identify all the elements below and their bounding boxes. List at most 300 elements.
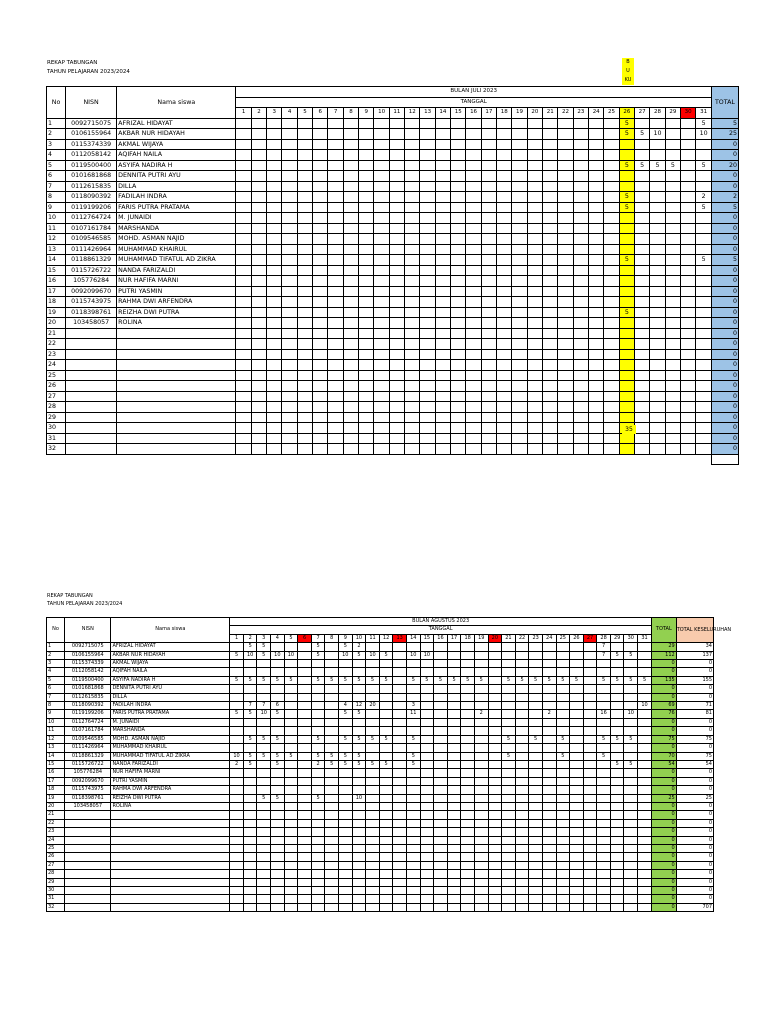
table-row: [47, 702, 714, 710]
day-header: 16: [434, 634, 448, 642]
day-cell: [543, 160, 558, 171]
day-cell: [420, 777, 434, 785]
day-cell: [488, 895, 502, 903]
day-cell: [406, 668, 420, 676]
day-cell: [434, 693, 448, 701]
day-cell: [665, 234, 680, 245]
day-cell: [251, 318, 266, 329]
day-cell: [343, 255, 358, 266]
day-cell: [366, 819, 380, 827]
day-cell: [267, 160, 282, 171]
day-cell: [573, 139, 588, 150]
day-cell: [435, 192, 450, 203]
day-cell: [420, 118, 435, 129]
day-cell: [359, 276, 374, 287]
day-cell: [650, 139, 665, 150]
day-cell: [451, 171, 466, 182]
day-cell: [447, 735, 461, 743]
day-cell: [243, 769, 257, 777]
day-cell: [556, 853, 570, 861]
column-header-nama: Nama siswa: [117, 87, 236, 119]
day-cell: [681, 297, 696, 308]
day-cell: [343, 360, 358, 371]
day-cell: [570, 651, 584, 659]
row-nama: AQIFAH NAILA: [117, 150, 236, 161]
day-cell: [236, 307, 251, 318]
day-cell: [570, 853, 584, 861]
sheet1-year: TAHUN PELAJARAN 2023/2024: [47, 69, 130, 75]
day-cell: [405, 360, 420, 371]
day-cell: [529, 878, 543, 886]
day-cell: [447, 802, 461, 810]
day-cell: [339, 887, 353, 895]
day-cell: [420, 381, 435, 392]
day-cell: [379, 794, 393, 802]
day-cell: [529, 836, 543, 844]
day-cell: [466, 213, 481, 224]
row-nama: MUHAMMAD TIFATUL AD ZIKRA: [117, 255, 236, 266]
day-cell: [282, 129, 297, 140]
day-cell: [589, 360, 604, 371]
row-no: 9: [47, 710, 65, 718]
day-cell: [665, 444, 680, 455]
day-cell: [243, 660, 257, 668]
row-nisn: 0109546585: [66, 234, 117, 245]
day-cell: [573, 223, 588, 234]
day-cell: [359, 171, 374, 182]
day-cell: [298, 844, 312, 852]
day-cell: [374, 234, 389, 245]
day-cell: [488, 718, 502, 726]
day-cell: [257, 660, 271, 668]
day-cell: [297, 412, 312, 423]
day-cell: [298, 718, 312, 726]
day-cell: 5: [570, 676, 584, 684]
day-cell: [379, 668, 393, 676]
day-cell: [325, 693, 339, 701]
day-cell: [230, 643, 244, 651]
day-cell: [282, 255, 297, 266]
row-total: 0: [652, 853, 677, 861]
day-cell: [515, 777, 529, 785]
day-cell: [488, 811, 502, 819]
day-cell: [597, 870, 611, 878]
day-cell: [297, 213, 312, 224]
day-cell: [502, 844, 516, 852]
day-cell: [650, 181, 665, 192]
day-header: 23: [529, 634, 543, 642]
table-row: [47, 811, 714, 819]
day-cell: [406, 744, 420, 752]
row-no: 26: [47, 853, 65, 861]
day-cell: [635, 370, 650, 381]
day-cell: [589, 286, 604, 297]
row-nisn: 0101681868: [66, 171, 117, 182]
day-cell: [624, 794, 638, 802]
row-nama: DILLA: [111, 693, 230, 701]
day-cell: [488, 878, 502, 886]
row-total-keseluruhan: 0: [676, 668, 713, 676]
row-nisn: 0109546585: [65, 735, 111, 743]
row-nisn: [66, 360, 117, 371]
day-cell: [243, 844, 257, 852]
day-cell: [297, 276, 312, 287]
day-cell: [251, 265, 266, 276]
day-cell: [251, 391, 266, 402]
day-cell: 5: [243, 676, 257, 684]
day-cell: [681, 433, 696, 444]
day-cell: [230, 819, 244, 827]
day-cell: [624, 769, 638, 777]
day-cell: [267, 139, 282, 150]
day-cell: [558, 370, 573, 381]
day-cell: [624, 693, 638, 701]
row-nisn: 0115374339: [65, 660, 111, 668]
day-cell: [243, 895, 257, 903]
day-cell: [529, 651, 543, 659]
day-cell: [406, 660, 420, 668]
day-cell: 5: [271, 752, 285, 760]
day-cell: [236, 444, 251, 455]
row-nama: [117, 381, 236, 392]
day-cell: 5: [352, 752, 366, 760]
day-cell: [573, 423, 588, 434]
day-cell: [466, 171, 481, 182]
row-no: 1: [47, 643, 65, 651]
day-cell: [366, 643, 380, 651]
day-cell: [542, 769, 556, 777]
table-row: [47, 836, 714, 844]
table-row: [47, 710, 714, 718]
row-total: 0: [711, 171, 738, 182]
day-cell: [393, 786, 407, 794]
day-cell: [328, 328, 343, 339]
day-cell: [515, 752, 529, 760]
day-cell: [311, 693, 325, 701]
day-cell: [374, 171, 389, 182]
day-cell: [474, 895, 488, 903]
row-nama: FARIS PUTRA PRATAMA: [117, 202, 236, 213]
day-cell: [542, 819, 556, 827]
table-row: [47, 735, 714, 743]
row-nisn: 0101681868: [65, 685, 111, 693]
day-cell: [583, 660, 597, 668]
day-cell: [366, 660, 380, 668]
day-cell: [488, 702, 502, 710]
day-cell: [635, 139, 650, 150]
day-cell: [558, 286, 573, 297]
day-header: 11: [389, 108, 404, 119]
day-cell: [512, 244, 527, 255]
day-cell: [298, 777, 312, 785]
row-total-keseluruhan: 0: [676, 786, 713, 794]
day-cell: [573, 402, 588, 413]
day-cell: [573, 150, 588, 161]
day-cell: [461, 828, 475, 836]
row-total-keseluruhan: 0: [676, 744, 713, 752]
day-cell: 20: [366, 702, 380, 710]
day-cell: [481, 402, 496, 413]
day-cell: [665, 423, 680, 434]
day-cell: [298, 693, 312, 701]
day-cell: [267, 370, 282, 381]
day-cell: [488, 887, 502, 895]
day-cell: [393, 760, 407, 768]
day-cell: [339, 878, 353, 886]
day-cell: [604, 318, 619, 329]
day-cell: [447, 752, 461, 760]
day-cell: [502, 718, 516, 726]
day-cell: [650, 381, 665, 392]
day-cell: [610, 786, 624, 794]
day-cell: [638, 735, 652, 743]
day-cell: 7: [257, 702, 271, 710]
row-total: 75: [652, 735, 677, 743]
day-cell: [243, 693, 257, 701]
day-cell: [297, 318, 312, 329]
day-cell: [284, 794, 298, 802]
day-cell: [257, 769, 271, 777]
row-nisn: 0119199206: [66, 202, 117, 213]
day-cell: [447, 786, 461, 794]
day-cell: [230, 878, 244, 886]
row-total-keseluruhan: 0: [676, 887, 713, 895]
day-cell: [650, 402, 665, 413]
row-no: 11: [47, 727, 65, 735]
day-cell: [597, 861, 611, 869]
day-cell: [635, 412, 650, 423]
day-cell: [267, 192, 282, 203]
day-cell: [374, 139, 389, 150]
day-cell: [379, 727, 393, 735]
day-cell: [665, 202, 680, 213]
row-no: 18: [47, 786, 65, 794]
day-cell: [282, 360, 297, 371]
table-row: [47, 265, 739, 276]
day-cell: [366, 811, 380, 819]
day-cell: [589, 118, 604, 129]
day-cell: [267, 150, 282, 161]
day-cell: [325, 870, 339, 878]
day-cell: 5: [271, 735, 285, 743]
day-cell: [502, 878, 516, 886]
day-cell: [542, 903, 556, 911]
day-cell: [624, 903, 638, 911]
row-nisn: 103458057: [65, 802, 111, 810]
day-cell: [481, 444, 496, 455]
day-cell: [271, 861, 285, 869]
day-cell: [570, 811, 584, 819]
row-total: 0: [711, 139, 738, 150]
day-cell: [405, 150, 420, 161]
table-row: [47, 444, 739, 455]
day-cell: [515, 853, 529, 861]
day-cell: [236, 433, 251, 444]
day-cell: [434, 887, 448, 895]
day-cell: [502, 853, 516, 861]
day-cell: 10: [271, 651, 285, 659]
sheet1-buku-label: [622, 58, 634, 85]
row-total: 0: [652, 718, 677, 726]
day-cell: [638, 668, 652, 676]
day-cell: [230, 660, 244, 668]
day-cell: 5: [619, 160, 634, 171]
day-cell: [635, 444, 650, 455]
day-cell: [474, 651, 488, 659]
row-no: 21: [47, 328, 66, 339]
day-cell: [542, 693, 556, 701]
day-cell: [379, 777, 393, 785]
day-cell: [665, 223, 680, 234]
day-cell: [379, 861, 393, 869]
day-header: 18: [497, 108, 512, 119]
day-cell: [405, 265, 420, 276]
day-cell: [542, 760, 556, 768]
day-cell: [638, 887, 652, 895]
day-cell: [461, 887, 475, 895]
day-cell: [589, 265, 604, 276]
row-nisn: 105776284: [66, 276, 117, 287]
day-cell: [527, 391, 542, 402]
day-cell: [230, 744, 244, 752]
day-cell: [573, 318, 588, 329]
day-cell: [374, 181, 389, 192]
day-cell: [481, 160, 496, 171]
day-cell: [466, 150, 481, 161]
day-cell: [461, 710, 475, 718]
day-cell: [434, 828, 448, 836]
day-cell: 10: [284, 651, 298, 659]
day-cell: [583, 752, 597, 760]
day-cell: [267, 360, 282, 371]
day-cell: [556, 685, 570, 693]
day-cell: [451, 286, 466, 297]
day-cell: [393, 887, 407, 895]
day-cell: 5: [230, 710, 244, 718]
day-cell: [243, 828, 257, 836]
day-cell: [638, 769, 652, 777]
day-cell: [466, 223, 481, 234]
day-cell: [297, 244, 312, 255]
day-cell: [461, 651, 475, 659]
day-cell: [352, 887, 366, 895]
table-row: [47, 433, 739, 444]
day-cell: [251, 307, 266, 318]
day-cell: [696, 213, 712, 224]
day-cell: [420, 710, 434, 718]
day-cell: [610, 702, 624, 710]
day-cell: [573, 412, 588, 423]
day-cell: [543, 192, 558, 203]
day-cell: [515, 685, 529, 693]
day-cell: [573, 192, 588, 203]
day-cell: 5: [257, 651, 271, 659]
day-cell: [481, 339, 496, 350]
day-cell: [665, 433, 680, 444]
day-cell: [451, 402, 466, 413]
day-header: 9: [359, 108, 374, 119]
day-cell: 5: [366, 735, 380, 743]
day-cell: [257, 887, 271, 895]
row-nama: RAHMA DWI ARFENDRA: [117, 297, 236, 308]
day-cell: [298, 752, 312, 760]
day-cell: [542, 727, 556, 735]
day-cell: [696, 444, 712, 455]
day-cell: [343, 423, 358, 434]
day-cell: [619, 286, 634, 297]
day-cell: [389, 118, 404, 129]
day-cell: [610, 643, 624, 651]
day-cell: [447, 811, 461, 819]
row-nisn: 0118861329: [65, 752, 111, 760]
day-cell: 5: [311, 794, 325, 802]
day-cell: [558, 234, 573, 245]
day-header: 13: [420, 108, 435, 119]
day-cell: [359, 307, 374, 318]
table-row: [47, 727, 714, 735]
day-cell: 5: [515, 676, 529, 684]
day-cell: 5: [556, 735, 570, 743]
day-cell: [343, 339, 358, 350]
day-cell: [529, 895, 543, 903]
row-no: 32: [47, 444, 66, 455]
day-cell: [529, 811, 543, 819]
day-cell: [556, 903, 570, 911]
day-cell: [573, 328, 588, 339]
row-no: 14: [47, 752, 65, 760]
row-nama: [117, 370, 236, 381]
day-cell: [435, 118, 450, 129]
day-cell: [328, 234, 343, 245]
row-total-keseluruhan: 0: [676, 777, 713, 785]
day-cell: [311, 802, 325, 810]
day-cell: [527, 444, 542, 455]
day-cell: [359, 360, 374, 371]
day-cell: [573, 286, 588, 297]
day-cell: [282, 118, 297, 129]
day-cell: [328, 213, 343, 224]
day-cell: 5: [311, 735, 325, 743]
day-cell: [406, 828, 420, 836]
day-cell: [405, 223, 420, 234]
day-header: 4: [271, 634, 285, 642]
day-cell: [512, 339, 527, 350]
day-cell: 5: [257, 676, 271, 684]
day-cell: [420, 836, 434, 844]
row-nama: PUTRI YASMIN: [117, 286, 236, 297]
day-cell: [665, 349, 680, 360]
day-cell: 5: [502, 735, 516, 743]
day-cell: [502, 777, 516, 785]
row-nama: REIZHA DWI PUTRA: [111, 794, 230, 802]
day-cell: [313, 181, 328, 192]
day-cell: [236, 213, 251, 224]
day-cell: [339, 693, 353, 701]
day-cell: [379, 660, 393, 668]
row-total-keseluruhan: 155: [676, 676, 713, 684]
day-cell: [374, 444, 389, 455]
day-cell: [298, 660, 312, 668]
day-cell: [447, 718, 461, 726]
day-cell: [604, 129, 619, 140]
day-cell: [284, 718, 298, 726]
day-cell: [696, 433, 712, 444]
day-cell: [681, 213, 696, 224]
day-cell: [512, 129, 527, 140]
day-cell: [604, 276, 619, 287]
day-cell: [619, 381, 634, 392]
day-cell: [359, 223, 374, 234]
